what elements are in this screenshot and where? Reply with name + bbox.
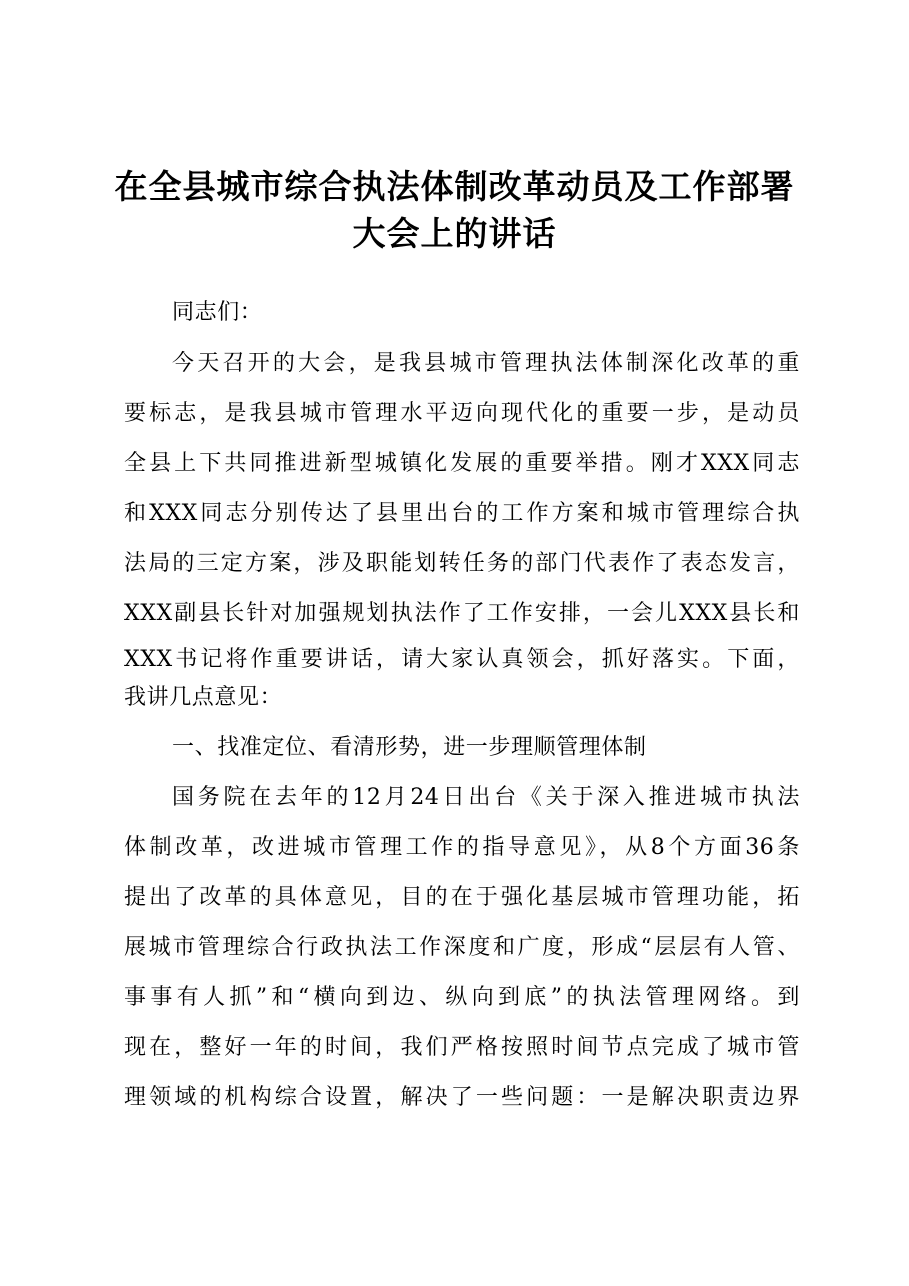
document-title-line-1: 在全县城市综合执法体制改革动员及工作部署	[114, 167, 795, 206]
paragraph-2-line-3: 提出了改革的具体意见，目的在于强化基层城市管理功能，拓	[124, 885, 800, 910]
paragraph-2-line-2: 体制改革，改进城市管理工作的指导意见》，从8个方面36条	[124, 835, 800, 860]
section-heading-1: 一、找准定位、看清形势，进一步理顺管理体制	[172, 735, 647, 760]
paragraph-2-line-7: 理领域的机构综合设置，解决了一些问题：一是解决职责边界	[124, 1085, 800, 1110]
paragraph-2-line-5: 事事有人抓”和“横向到边、纵向到底”的执法管理网络。到	[124, 985, 800, 1010]
paragraph-1-line-3: 全县上下共同推进新型城镇化发展的重要举措。刚才XXX同志	[124, 451, 800, 476]
paragraph-2-line-6: 现在，整好一年的时间，我们严格按照时间节点完成了城市管	[124, 1035, 800, 1060]
paragraph-1-line-2: 要标志，是我县城市管理水平迈向现代化的重要一步，是动员	[124, 401, 800, 426]
salutation: 同志们：	[172, 300, 263, 325]
paragraph-1-line-7: XXX书记将作重要讲话，请大家认真领会，抓好落实。下面，	[124, 647, 800, 672]
paragraph-1-line-1: 今天召开的大会，是我县城市管理执法体制深化改革的重	[172, 351, 800, 376]
paragraph-1-line-5: 法局的三定方案，涉及职能划转任务的部门代表作了表态发言，	[124, 551, 800, 576]
paragraph-1-line-6: XXX副县长针对加强规划执法作了工作安排，一会儿XXX县长和	[124, 601, 800, 626]
paragraph-1-line-8: 我讲几点意见：	[124, 685, 283, 710]
paragraph-2-line-1: 国务院在去年的12月24日出台《关于深入推进城市执法	[172, 785, 800, 810]
document-title-line-2: 大会上的讲话	[352, 214, 557, 253]
paragraph-2-line-4: 展城市管理综合行政执法工作深度和广度，形成“层层有人管、	[124, 935, 800, 960]
paragraph-1-line-4: 和XXX同志分别传达了县里出台的工作方案和城市管理综合执	[124, 501, 800, 526]
